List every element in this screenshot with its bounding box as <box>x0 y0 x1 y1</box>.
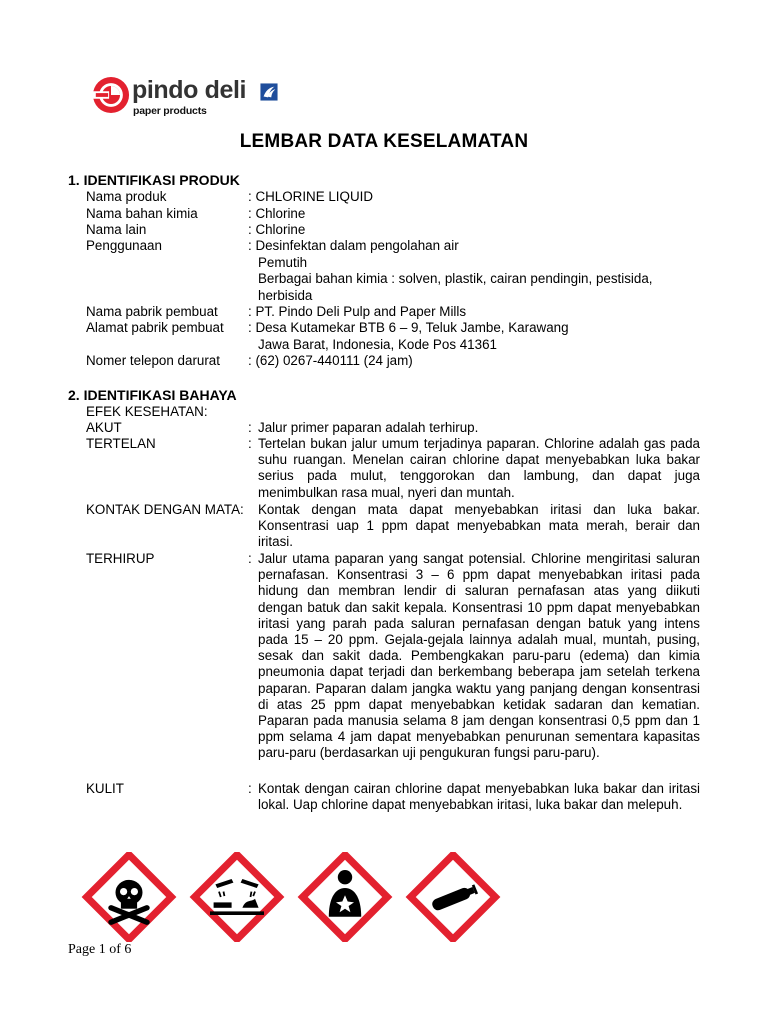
field-value-continuation: herbisida <box>258 288 313 303</box>
health-effects-subheading: EFEK KESEHATAN: <box>86 404 208 419</box>
field-value: : PT. Pindo Deli Pulp and Paper Mills <box>248 304 467 319</box>
company-logo <box>92 76 292 124</box>
field-value: : Chlorine <box>248 206 306 221</box>
field-value: : (62) 0267-440111 (24 jam) <box>248 353 413 368</box>
field-label: Nama lain <box>86 222 147 237</box>
field-value: : Chlorine <box>248 222 306 237</box>
kulit-label: KULIT <box>86 781 124 796</box>
pindo-deli-emblem-icon <box>92 76 130 114</box>
eye-contact-label: KONTAK DENGAN MATA: <box>86 502 244 517</box>
terhirup-text: Jalur utama paparan yang sangat potensial. Chlorine mengiritasi saluran pernafasan. Konsentrasi 3 – 6 ppm dapat menyebabkan iritasi pada hidung dan membran lendir di saluran pernafasan atas yang diikuti dengan batuk dan sakit kepala. Konsentrasi 10 ppm dapat menyebabkan iritasi yang parah pada saluran pernafasan dengan batuk yang intens pada 15 – 20 ppm. Gejala-gejala lainnya adalah mual, muntah, pusing, sesak dan sakit dada. Pembengkakan paru-paru (edema) dan kimia pneumonia dapat terjadi dan berkembang beberapa jam setelah terkena paparan. Paparan dalam jangka waktu yang panjang dengan konsentrasi di atas 25 ppm dapat menyebabkan ketidak sadaran dan kematian. Paparan pada manusia selama 8 jam dengan konsentrasi 0,5 ppm dan 1 ppm selama 4 jam dapat menyebabkan penurunan sementara kapasitas paru-paru (berdasarkan uji pengukuran fungsi paru-paru). <box>258 551 700 761</box>
colon: : <box>248 551 252 566</box>
gas-cylinder-icon <box>404 852 502 942</box>
field-value: : Desa Kutamekar BTB 6 – 9, Teluk Jambe, Karawang <box>248 320 569 335</box>
hazard-pictograms <box>80 852 500 942</box>
field-label: Penggunaan <box>86 238 162 253</box>
brand-tagline: paper products <box>133 105 207 117</box>
brand-name: pindo deli <box>132 76 247 104</box>
paper-mark-icon <box>260 83 278 101</box>
field-value-continuation: Jawa Barat, Indonesia, Kode Pos 41361 <box>258 337 497 352</box>
field-label: Nama bahan kimia <box>86 206 198 221</box>
kulit-text: Kontak dengan cairan chlorine dapat menyebabkan luka bakar dan iritasi lokal. Uap chlorine dapat menyebabkan iritasi, luka bakar dan melepuh. <box>258 781 700 813</box>
corrosion-icon <box>188 852 286 942</box>
field-label: Nama pabrik pembuat <box>86 304 218 319</box>
field-value: : CHLORINE LIQUID <box>248 189 374 204</box>
field-label: Nomer telepon darurat <box>86 353 220 368</box>
field-label: Alamat pabrik pembuat <box>86 320 224 335</box>
page-number: Page 1 of 6 <box>68 942 132 957</box>
eye-contact-label-text: KONTAK DENGAN MATA <box>86 502 241 517</box>
field-label: Nama produk <box>86 189 167 204</box>
tertelan-text: Tertelan bukan jalur umum terjadinya paparan. Chlorine adalah gas pada suhu ruangan. Menelan cairan chlorine dapat menyebabkan luka bakar serius pada mulut, tenggorokan dan lambung, dan dapat juga menimbulkan rasa mual, nyeri dan muntah. <box>258 436 700 500</box>
akut-label: AKUT <box>86 420 122 435</box>
colon: : <box>248 420 252 435</box>
section-2-heading: 2. IDENTIFIKASI BAHAYA <box>68 387 237 403</box>
document-title: LEMBAR DATA KESELAMATAN <box>239 131 529 152</box>
colon: : <box>248 436 252 451</box>
eye-contact-text: Kontak dengan mata dapat menyebabkan iritasi dan luka bakar. Konsentrasi uap 1 ppm dapat menyebabkan mata merah, berair dan iritasi. <box>258 502 700 550</box>
health-hazard-icon <box>296 852 394 942</box>
terhirup-label: TERHIRUP <box>86 551 155 566</box>
field-value-continuation: Berbagai bahan kimia : solven, plastik, cairan pendingin, pestisida, <box>258 271 653 286</box>
section-1-heading: 1. IDENTIFIKASI PRODUK <box>68 172 240 188</box>
akut-text: Jalur primer paparan adalah terhirup. <box>258 420 479 435</box>
field-value: : Desinfektan dalam pengolahan air <box>248 238 459 253</box>
colon: : <box>248 781 252 796</box>
field-value-continuation: Pemutih <box>258 255 308 270</box>
skull-crossbones-icon <box>80 852 178 942</box>
tertelan-label: TERTELAN <box>86 436 156 451</box>
